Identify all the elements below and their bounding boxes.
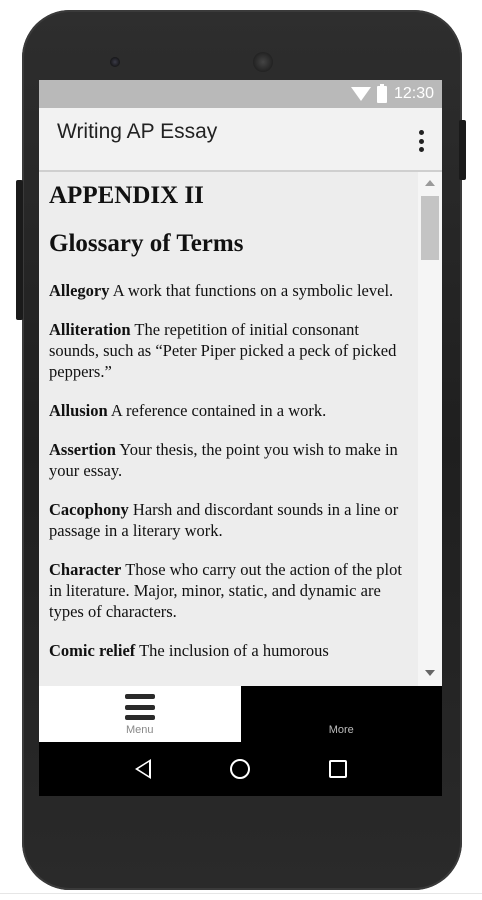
- tab-menu[interactable]: [39, 686, 241, 742]
- glossary-entry: [49, 319, 403, 382]
- proximity-sensors: [400, 59, 424, 77]
- screen: [39, 80, 442, 796]
- glossary-heading: Glossary of Terms: [49, 230, 244, 257]
- glossary-entry: [49, 499, 403, 541]
- entry-definition: Those who carry out the action of the plot in literature. Major, minor, static, and dynamic are types of characters.: [49, 560, 402, 621]
- overflow-menu-icon[interactable]: [416, 130, 426, 152]
- entry-term: Assertion: [49, 440, 116, 459]
- entry-definition: Harsh and discordant sounds in a line or passage in a literary work.: [49, 500, 399, 540]
- bottom-tab-bar: [39, 686, 442, 742]
- status-bar: [39, 80, 442, 108]
- wifi-icon: [351, 87, 371, 101]
- home-icon[interactable]: [230, 759, 250, 779]
- system-nav-bar: [39, 742, 442, 796]
- entry-definition: The repetition of initial consonant sounds, such as “Peter Piper picked a peck of picked peppers.”: [49, 320, 397, 381]
- entry-definition: Your thesis, the point you wish to make in your essay.: [49, 440, 398, 480]
- back-icon[interactable]: [135, 759, 151, 779]
- entry-term: Cacophony: [49, 500, 129, 519]
- entry-term: Comic relief: [49, 641, 136, 660]
- volume-button: [16, 180, 23, 320]
- glossary-entry: [49, 559, 403, 622]
- entry-term: Alliteration: [49, 320, 131, 339]
- power-button: [459, 120, 466, 180]
- front-camera: [110, 57, 120, 67]
- tab-menu-label: Menu: [125, 724, 154, 736]
- battery-icon: [377, 86, 387, 103]
- app-title: Writing AP Essay: [57, 120, 218, 143]
- entry-term: Character: [49, 560, 122, 579]
- content-scroll-area[interactable]: [39, 172, 442, 686]
- glossary-entry: [49, 400, 403, 421]
- page-divider: [0, 893, 482, 894]
- hamburger-menu-icon: [125, 694, 155, 720]
- scrollbar-thumb[interactable]: [421, 196, 439, 260]
- scrollbar[interactable]: [418, 172, 442, 686]
- glossary-text: [39, 172, 419, 661]
- entry-definition: The inclusion of a humorous: [135, 641, 329, 660]
- earpiece-speaker: [253, 52, 273, 72]
- glossary-entry: [49, 439, 403, 481]
- appendix-heading: APPENDIX II: [49, 182, 204, 209]
- entry-term: Allusion: [49, 401, 108, 420]
- tab-more[interactable]: [241, 686, 443, 742]
- glossary-entry: [49, 640, 403, 661]
- recents-icon[interactable]: [329, 760, 347, 778]
- app-bar: [39, 108, 442, 172]
- scroll-down-arrow-icon[interactable]: [425, 670, 435, 676]
- entry-definition: A work that functions on a symbolic level.: [109, 281, 394, 300]
- glossary-entry: [49, 280, 403, 301]
- entry-term: Allegory: [49, 281, 110, 300]
- entry-definition: A reference contained in a work.: [107, 401, 327, 420]
- tab-more-label: More: [328, 724, 354, 736]
- status-time: 12:30: [393, 85, 434, 102]
- scroll-up-arrow-icon[interactable]: [425, 180, 435, 186]
